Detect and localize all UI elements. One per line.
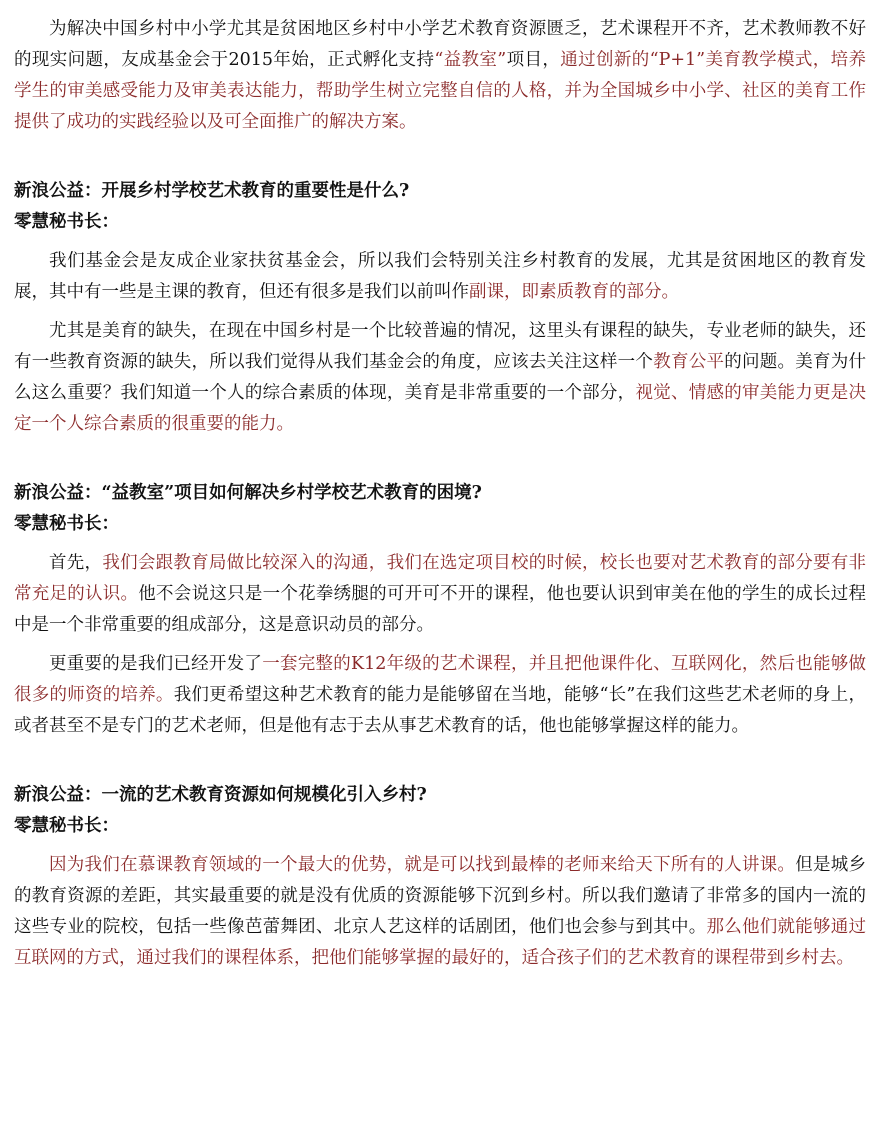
answer-highlight: 我们会跟教育局做比较深入的沟通，我们在选定项目校的时候，校长也要对艺术教育的部分要有非常充足的认识。 [14, 553, 867, 604]
answer-text: 但是城乡的教育资源的差距，其实最重要的就是没有优质的资源能够下沉到乡村。所以我们邀请了非常多的国内一流的这些专业的院校，包括一些像芭蕾舞团、北京人艺这样的话剧团，他们也会参与到其中。 [14, 855, 867, 937]
answer-text: 首先， [49, 553, 103, 573]
intro-highlight-1: “益教室” [434, 50, 507, 70]
answer-paragraph [14, 548, 866, 641]
intro-text-1: 为解决中国乡村中小学尤其是贫困地区乡村中小学艺术教育资源匮乏，艺术课程开不齐，艺术教师教不好的现实问题，友成基金会于2015年始，正式孵化支持 [14, 19, 866, 70]
answer-text: 尤其是美育的缺失，在现在中国乡村是一个比较普遍的情况，这里头有课程的缺失，专业老师的缺失，还有一些教育资源的缺失，所以我们觉得从我们基金会的角度，应该去关注这样一个 [14, 321, 866, 372]
qa-section-2 [14, 478, 866, 742]
question-heading: 新浪公益：“益教室”项目如何解决乡村学校艺术教育的困境? [14, 483, 482, 503]
answer-highlight: 教育公平 [653, 352, 725, 372]
answer-paragraph [14, 850, 866, 974]
answer-paragraph [14, 649, 866, 742]
question-heading: 新浪公益：一流的艺术教育资源如何规模化引入乡村? [14, 785, 427, 805]
answer-text: 我们基金会是友成企业家扶贫基金会，所以我们会特别关注乡村教育的发展，尤其是贫困地区的教育发展，其中有一些是主课的教育，但还有很多是我们以前叫作 [14, 251, 866, 302]
answer-text: 他不会说这只是一个花拳绣腿的可开可不开的课程，他也要认识到审美在他的学生的成长过程中是一个非常重要的组成部分，这是意识动员的部分。 [14, 584, 867, 635]
answer-text: 更重要的是我们已经开发了 [49, 654, 263, 674]
answer-highlight: 因为我们在慕课教育领域的一个最大的优势，就是可以找到最棒的老师来给天下所有的人讲课。 [49, 855, 796, 875]
qa-section-3 [14, 780, 866, 974]
intro-highlight-2: 通过创新的“P+1”美育教学模式，培养学生的审美感受能力及审美表达能力，帮助学生树立完整自信的人格，并为全国城乡中小学、社区的美育工作提供了成功的实践经验以及可全面推广的解决方案。 [14, 50, 866, 132]
answer-text: 的问题。美育为什么这么重要？我们知道一个人的综合素质的体现，美育是非常重要的一个部分， [14, 352, 867, 403]
answer-highlight: 视觉、情感的审美能力更是决定一个人综合素质的很重要的能力。 [14, 383, 867, 434]
question-heading: 新浪公益：开展乡村学校艺术教育的重要性是什么? [14, 181, 410, 201]
answer-paragraph [14, 246, 866, 308]
answer-highlight: 副课，即素质教育的部分。 [469, 282, 679, 302]
speaker-label: 零慧秘书长： [14, 816, 119, 836]
speaker-label: 零慧秘书长： [14, 212, 119, 232]
answer-highlight: 那么他们就能够通过互联网的方式，通过我们的课程体系，把他们能够掌握的最好的，适合孩子们的艺术教育的课程带到乡村去。 [14, 917, 867, 968]
answer-highlight: 一套完整的K12年级的艺术课程，并且把他课件化、互联网化，然后也能够做很多的师资的培养。 [14, 654, 867, 705]
qa-section-1 [14, 176, 866, 440]
intro-paragraph [14, 14, 866, 138]
intro-text-2: 项目， [506, 50, 561, 70]
answer-paragraph [14, 316, 866, 440]
speaker-label: 零慧秘书长： [14, 514, 119, 534]
answer-text: 我们更希望这种艺术教育的能力是能够留在当地，能够“长”在我们这些艺术老师的身上，或者甚至不是专门的艺术老师，但是他有志于去从事艺术教育的话，他也能够掌握这样的能力。 [14, 685, 867, 736]
